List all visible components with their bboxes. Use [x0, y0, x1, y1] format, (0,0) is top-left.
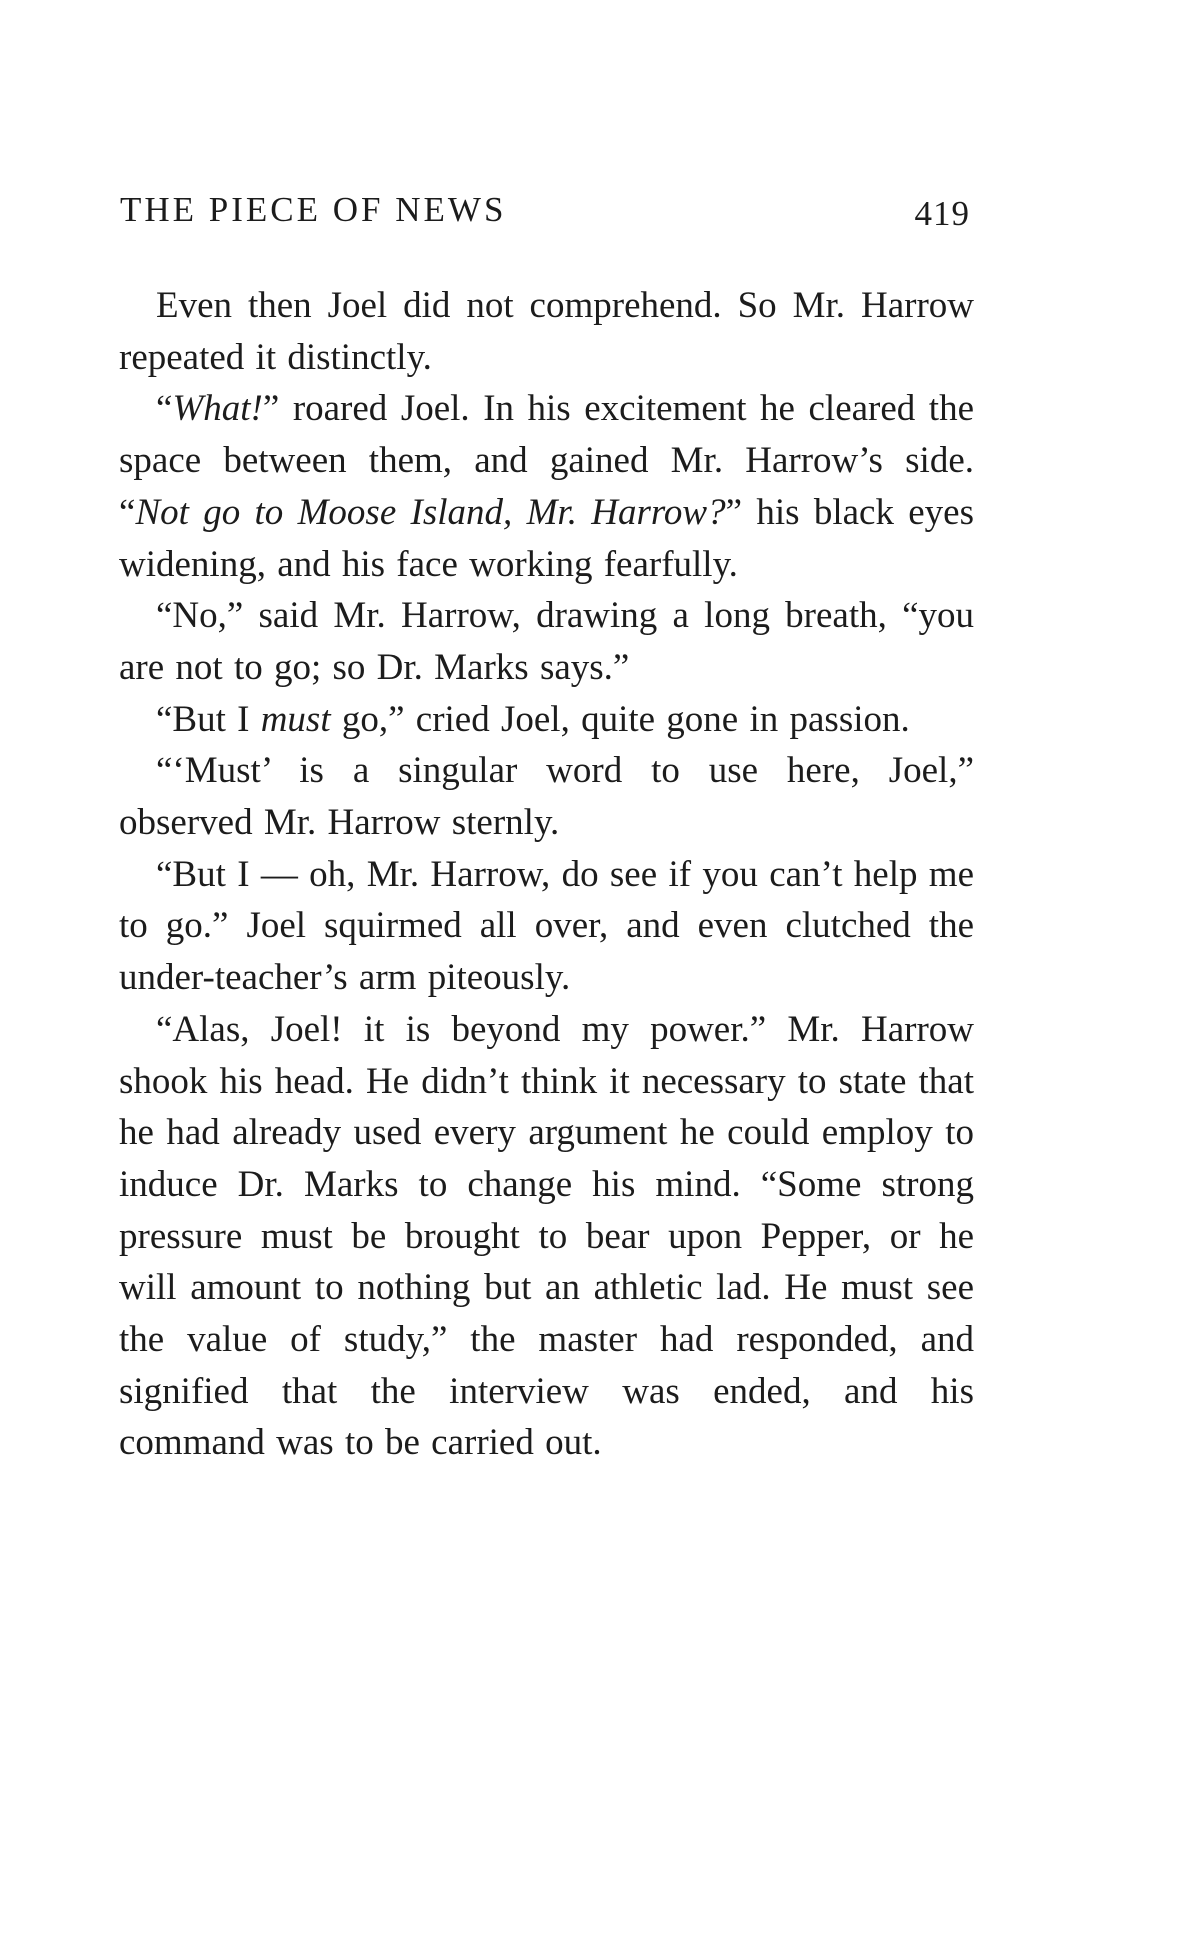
- page-number: 419: [914, 194, 970, 233]
- paragraph: [119, 1004, 974, 1469]
- running-head: [120, 190, 970, 240]
- text-run: go,” cried Joel, quite gone in passion.: [330, 698, 910, 740]
- paragraph: [119, 849, 974, 1004]
- text-run: “No,” said Mr. Harrow, drawing a long breath, “you are not to go; so Dr. Marks says.”: [119, 595, 974, 688]
- text-run: “: [156, 388, 173, 430]
- paragraph: [119, 280, 974, 383]
- text-run: “But I: [156, 698, 261, 740]
- paragraph: [119, 694, 974, 746]
- italic-text: must: [260, 698, 331, 740]
- italic-text: What!: [172, 388, 263, 430]
- running-title: THE PIECE OF NEWS: [120, 190, 507, 229]
- paragraph: [119, 745, 974, 848]
- text-run: “‘Must’ is a singular word to use here, Joel,” observed Mr. Harrow sternly.: [119, 750, 974, 844]
- italic-text: Not go to Moose Island, Mr. Harrow?: [135, 491, 726, 533]
- text-run: “Alas, Joel! it is beyond my power.” Mr. Harrow shook his head. He didn’t think it necessary to state that he had already used every argument he could employ to induce Dr. Marks to change his mind. “Some strong pressure must be brought to bear upon Pepper, or he will amount to nothing but an athletic lad. He must see the value of study,” the master had responded, and signified that the interview was ended, and his command was to be carried out.: [119, 1008, 974, 1464]
- text-run: ” his black eyes widening, and his face working fearfully.: [119, 491, 974, 585]
- text-run: “But I — oh, Mr. Harrow, do see if you can’t help me to go.” Joel squirmed all over, and even clutched the under-teacher’s arm piteously.: [119, 853, 974, 999]
- paragraph: [119, 590, 974, 693]
- text-run: Even then Joel did not comprehend. So Mr. Harrow repeated it distinctly.: [119, 285, 974, 378]
- body-text: [119, 280, 974, 1469]
- paragraph: [119, 383, 974, 590]
- text-run: ” roared Joel. In his excitement he cleared the space between them, and gained Mr. Harrow’s side. “: [119, 388, 974, 533]
